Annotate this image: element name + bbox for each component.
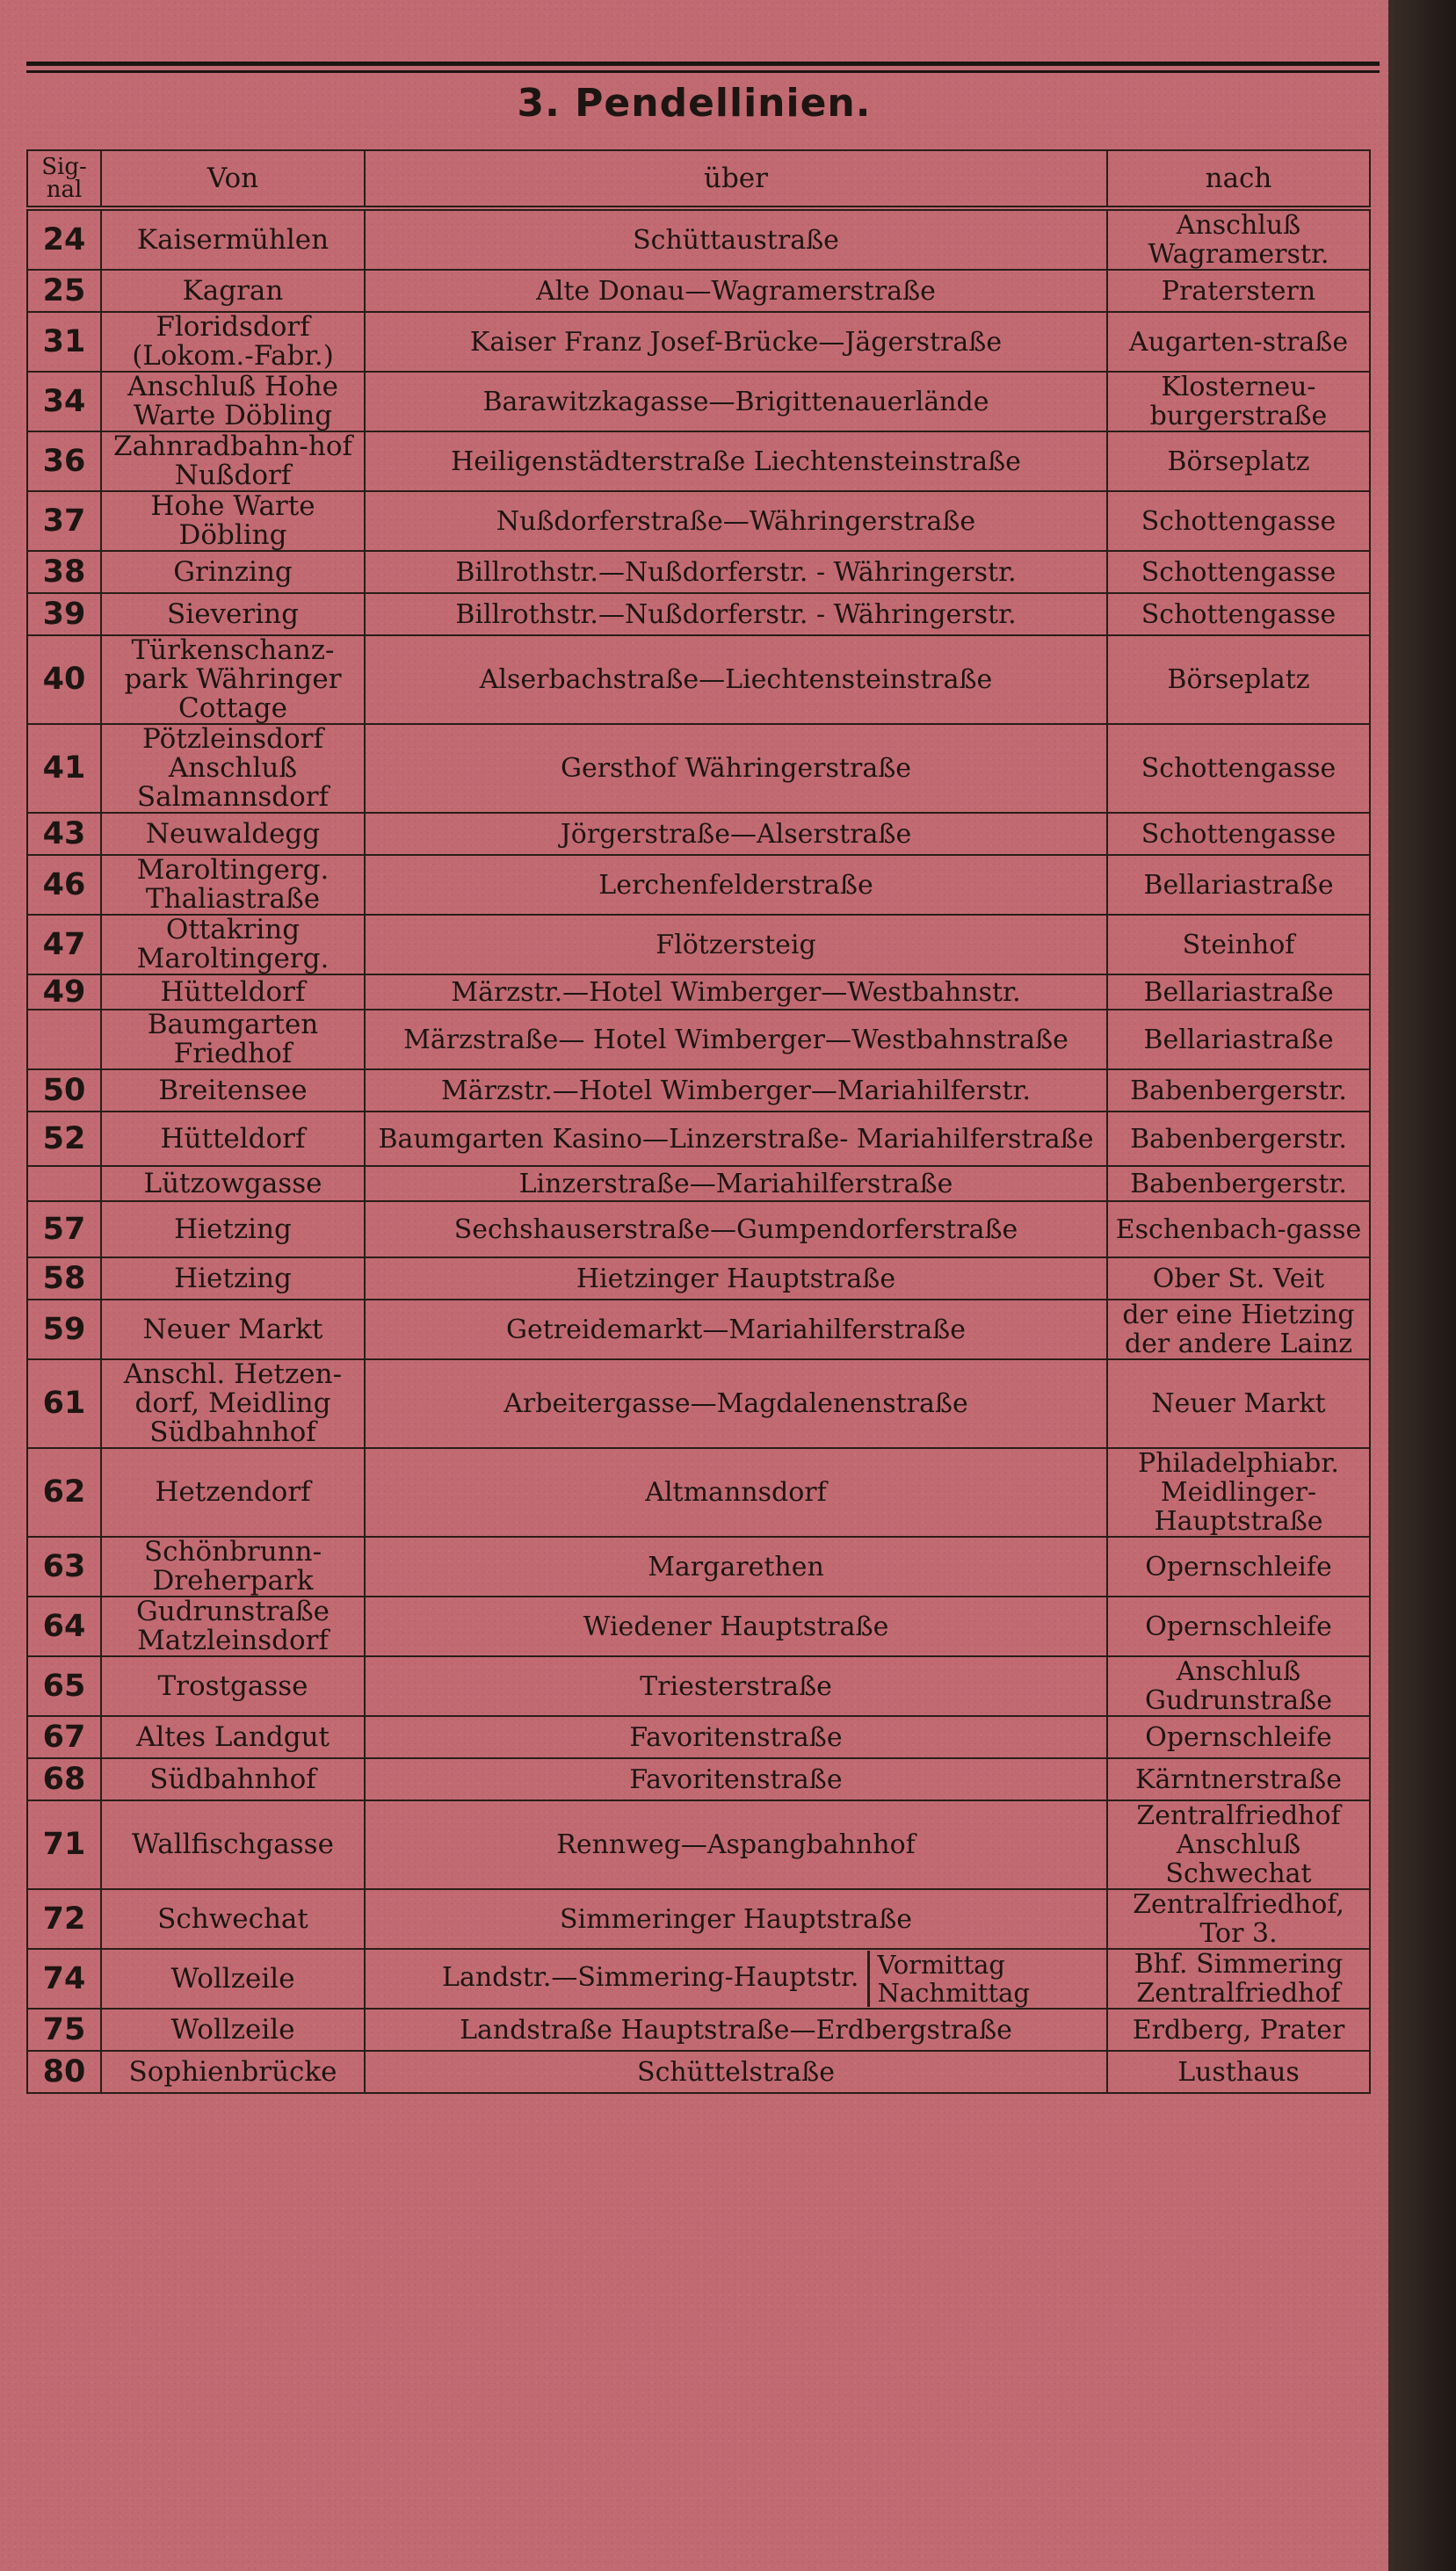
von-cell: Südbahnhof bbox=[101, 1758, 365, 1800]
signal-cell: 39 bbox=[27, 593, 101, 635]
ueber-cell: Alserbachstraße—Liechtensteinstraße bbox=[365, 635, 1107, 724]
ueber-cell: Märzstr.—Hotel Wimberger—Mariahilferstr. bbox=[365, 1069, 1107, 1112]
ueber-cell: Altmannsdorf bbox=[365, 1448, 1107, 1537]
ueber-cell: Jörgerstraße—Alserstraße bbox=[365, 813, 1107, 855]
ueber-cell: Nußdorferstraße—Währingerstraße bbox=[365, 491, 1107, 551]
top-rule bbox=[26, 62, 1380, 66]
signal-cell: 37 bbox=[27, 491, 101, 551]
table-row bbox=[27, 1656, 1370, 1716]
nach-cell: Anschluß Gudrunstraße bbox=[1107, 1656, 1370, 1716]
table-row bbox=[27, 2009, 1370, 2051]
table-row bbox=[27, 1069, 1370, 1112]
nach-cell: Erdberg, Prater bbox=[1107, 2009, 1370, 2051]
von-cell: Wollzeile bbox=[101, 1949, 365, 2009]
ueber-cell: Kaiser Franz Josef-Brücke—Jägerstraße bbox=[365, 312, 1107, 372]
table-row bbox=[27, 1010, 1370, 1069]
nach-cell: Schottengasse bbox=[1107, 551, 1370, 593]
table-row bbox=[27, 1112, 1370, 1166]
von-cell: Hütteldorf bbox=[101, 1112, 365, 1166]
nach-cell: Philadelphiabr. Meidlinger-Hauptstraße bbox=[1107, 1448, 1370, 1537]
ueber-cell: Schüttelstraße bbox=[365, 2051, 1107, 2093]
von-cell: Anschluß Hohe Warte Döbling bbox=[101, 372, 365, 431]
header-signal bbox=[27, 150, 101, 208]
nach-cell: Neuer Markt bbox=[1107, 1359, 1370, 1448]
von-cell: Anschl. Hetzen-dorf, Meidling Südbahnhof bbox=[101, 1359, 365, 1448]
nach-cell: Bellariastraße bbox=[1107, 1010, 1370, 1069]
nach-cell: Bellariastraße bbox=[1107, 974, 1370, 1010]
von-cell: Kagran bbox=[101, 270, 365, 312]
header-nach: nach bbox=[1107, 150, 1370, 208]
nach-cell: Börseplatz bbox=[1107, 431, 1370, 491]
signal-cell: 64 bbox=[27, 1597, 101, 1656]
ueber-cell: Billrothstr.—Nußdorferstr. - Währingerstr. bbox=[365, 551, 1107, 593]
signal-cell: 63 bbox=[27, 1537, 101, 1597]
nach-cell: Schottengasse bbox=[1107, 724, 1370, 813]
nach-cell: Zentralfriedhof Anschluß Schwechat bbox=[1107, 1800, 1370, 1889]
signal-cell bbox=[27, 1166, 101, 1201]
ueber-cell: Schüttaustraße bbox=[365, 208, 1107, 270]
table-row bbox=[27, 551, 1370, 593]
ueber-cell: Favoritenstraße bbox=[365, 1758, 1107, 1800]
ueber-cell: Barawitzkagasse—Brigittenauerlände bbox=[365, 372, 1107, 431]
signal-cell: 59 bbox=[27, 1300, 101, 1359]
table-row bbox=[27, 974, 1370, 1010]
signal-cell: 24 bbox=[27, 208, 101, 270]
table-row bbox=[27, 813, 1370, 855]
signal-cell: 25 bbox=[27, 270, 101, 312]
signal-cell: 49 bbox=[27, 974, 101, 1010]
von-cell: Lützowgasse bbox=[101, 1166, 365, 1201]
ueber-cell: Triesterstraße bbox=[365, 1656, 1107, 1716]
signal-cell: 65 bbox=[27, 1656, 101, 1716]
page-title: 3. Pendellinien. bbox=[517, 81, 872, 126]
ueber-cell: Margarethen bbox=[365, 1537, 1107, 1597]
table-row bbox=[27, 1201, 1370, 1257]
nach-cell: Kärntnerstraße bbox=[1107, 1758, 1370, 1800]
table-row bbox=[27, 855, 1370, 915]
table-row bbox=[27, 1800, 1370, 1889]
header-signal-line1: Sig- bbox=[41, 154, 87, 180]
ueber-cell bbox=[365, 1949, 1107, 2009]
ueber-cell: Gersthof Währingerstraße bbox=[365, 724, 1107, 813]
von-cell: Sievering bbox=[101, 593, 365, 635]
signal-cell: 52 bbox=[27, 1112, 101, 1166]
von-cell: Wallfischgasse bbox=[101, 1800, 365, 1889]
scan-edge bbox=[1388, 0, 1456, 2571]
nach-cell: Schottengasse bbox=[1107, 593, 1370, 635]
table-row bbox=[27, 593, 1370, 635]
header-signal-line2: nal bbox=[46, 177, 83, 203]
von-cell: Pötzleinsdorf Anschluß Salmannsdorf bbox=[101, 724, 365, 813]
von-cell: Schwechat bbox=[101, 1889, 365, 1949]
ueber-cell: Wiedener Hauptstraße bbox=[365, 1597, 1107, 1656]
signal-cell: 61 bbox=[27, 1359, 101, 1448]
nach-cell: Eschenbach-gasse bbox=[1107, 1201, 1370, 1257]
ueber-cell: Lerchenfelderstraße bbox=[365, 855, 1107, 915]
table-row bbox=[27, 1359, 1370, 1448]
note-vormittag: Vormittag bbox=[877, 1950, 1005, 1980]
signal-cell: 41 bbox=[27, 724, 101, 813]
nach-cell: Lusthaus bbox=[1107, 2051, 1370, 2093]
ueber-cell: Rennweg—Aspangbahnhof bbox=[365, 1800, 1107, 1889]
ueber-cell: Arbeitergasse—Magdalenenstraße bbox=[365, 1359, 1107, 1448]
ueber-cell: Hietzinger Hauptstraße bbox=[365, 1257, 1107, 1300]
table-row bbox=[27, 1257, 1370, 1300]
nach-cell: Opernschleife bbox=[1107, 1537, 1370, 1597]
nach-cell: Steinhof bbox=[1107, 915, 1370, 974]
signal-cell: 72 bbox=[27, 1889, 101, 1949]
signal-cell: 46 bbox=[27, 855, 101, 915]
table-row bbox=[27, 372, 1370, 431]
signal-cell: 67 bbox=[27, 1716, 101, 1758]
nach-cell: Börseplatz bbox=[1107, 635, 1370, 724]
signal-cell: 34 bbox=[27, 372, 101, 431]
von-cell: Floridsdorf (Lokom.-Fabr.) bbox=[101, 312, 365, 372]
ueber-cell: Märzstr.—Hotel Wimberger—Westbahnstr. bbox=[365, 974, 1107, 1010]
signal-cell: 31 bbox=[27, 312, 101, 372]
nach-cell: Anschluß Wagramerstr. bbox=[1107, 208, 1370, 270]
signal-cell: 57 bbox=[27, 1201, 101, 1257]
table-row bbox=[27, 1537, 1370, 1597]
signal-cell: 58 bbox=[27, 1257, 101, 1300]
table-row bbox=[27, 1448, 1370, 1537]
von-cell: Türkenschanz-park Währinger Cottage bbox=[101, 635, 365, 724]
nach-cell: Opernschleife bbox=[1107, 1597, 1370, 1656]
signal-cell: 36 bbox=[27, 431, 101, 491]
von-cell: Maroltingerg. Thaliastraße bbox=[101, 855, 365, 915]
von-cell: Hetzendorf bbox=[101, 1448, 365, 1537]
ueber-cell: Märzstraße— Hotel Wimberger—Westbahnstraße bbox=[365, 1010, 1107, 1069]
signal-cell bbox=[27, 1010, 101, 1069]
nach-cell: Augarten-straße bbox=[1107, 312, 1370, 372]
von-cell: Schönbrunn-Dreherpark bbox=[101, 1537, 365, 1597]
nach-cell: Zentralfriedhof, Tor 3. bbox=[1107, 1889, 1370, 1949]
table-row bbox=[27, 1949, 1370, 2009]
table-row bbox=[27, 208, 1370, 270]
nach-cell: Bellariastraße bbox=[1107, 855, 1370, 915]
von-cell: Altes Landgut bbox=[101, 1716, 365, 1758]
von-cell: Hohe Warte Döbling bbox=[101, 491, 365, 551]
signal-cell: 40 bbox=[27, 635, 101, 724]
nach-cell: Babenbergerstr. bbox=[1107, 1069, 1370, 1112]
ueber-cell: Favoritenstraße bbox=[365, 1716, 1107, 1758]
route-table bbox=[26, 149, 1371, 2094]
header-von: Von bbox=[101, 150, 365, 208]
ueber-cell: Flötzersteig bbox=[365, 915, 1107, 974]
table-row bbox=[27, 1716, 1370, 1758]
note-nachmittag: Nachmittag bbox=[877, 1978, 1030, 2008]
table-row bbox=[27, 270, 1370, 312]
signal-cell: 71 bbox=[27, 1800, 101, 1889]
signal-cell: 68 bbox=[27, 1758, 101, 1800]
signal-cell: 62 bbox=[27, 1448, 101, 1537]
table-row bbox=[27, 491, 1370, 551]
table-row bbox=[27, 2051, 1370, 2093]
ueber-cell: Heiligenstädterstraße Liechtensteinstraße bbox=[365, 431, 1107, 491]
nach-cell: Klosterneu-burgerstraße bbox=[1107, 372, 1370, 431]
table-row bbox=[27, 915, 1370, 974]
von-cell: Gudrunstraße Matzleinsdorf bbox=[101, 1597, 365, 1656]
signal-cell: 75 bbox=[27, 2009, 101, 2051]
von-cell: Hietzing bbox=[101, 1257, 365, 1300]
ueber-text: Landstr.—Simmering-Hauptstr. bbox=[442, 1962, 859, 1993]
von-cell: Kaisermühlen bbox=[101, 208, 365, 270]
signal-cell: 47 bbox=[27, 915, 101, 974]
von-cell: Grinzing bbox=[101, 551, 365, 593]
nach-cell: Babenbergerstr. bbox=[1107, 1112, 1370, 1166]
ueber-cell: Alte Donau—Wagramerstraße bbox=[365, 270, 1107, 312]
nach-cell: Babenbergerstr. bbox=[1107, 1166, 1370, 1201]
nach-cell: der eine Hietzing der andere Lainz bbox=[1107, 1300, 1370, 1359]
header-ueber: über bbox=[365, 150, 1107, 208]
signal-cell: 43 bbox=[27, 813, 101, 855]
ueber-cell: Linzerstraße—Mariahilferstraße bbox=[365, 1166, 1107, 1201]
nach-cell: Schottengasse bbox=[1107, 813, 1370, 855]
von-cell: Trostgasse bbox=[101, 1656, 365, 1716]
nach-cell: Schottengasse bbox=[1107, 491, 1370, 551]
signal-cell: 74 bbox=[27, 1949, 101, 2009]
ueber-cell: Landstraße Hauptstraße—Erdbergstraße bbox=[365, 2009, 1107, 2051]
ueber-cell: Baumgarten Kasino—Linzerstraße- Mariahilferstraße bbox=[365, 1112, 1107, 1166]
signal-cell: 80 bbox=[27, 2051, 101, 2093]
von-cell: Breitensee bbox=[101, 1069, 365, 1112]
von-cell: Wollzeile bbox=[101, 2009, 365, 2051]
von-cell: Hütteldorf bbox=[101, 974, 365, 1010]
nach-cell: Ober St. Veit bbox=[1107, 1257, 1370, 1300]
table-row bbox=[27, 1300, 1370, 1359]
table-row bbox=[27, 635, 1370, 724]
von-cell: Ottakring Maroltingerg. bbox=[101, 915, 365, 974]
table-row bbox=[27, 312, 1370, 372]
signal-cell: 50 bbox=[27, 1069, 101, 1112]
nach-cell: Opernschleife bbox=[1107, 1716, 1370, 1758]
ueber-cell: Billrothstr.—Nußdorferstr. - Währingerstr. bbox=[365, 593, 1107, 635]
nach-cell: Bhf. Simmering Zentralfriedhof bbox=[1107, 1949, 1370, 2009]
table-row bbox=[27, 1889, 1370, 1949]
von-cell: Baumgarten Friedhof bbox=[101, 1010, 365, 1069]
table-row bbox=[27, 431, 1370, 491]
ueber-cell: Simmeringer Hauptstraße bbox=[365, 1889, 1107, 1949]
table-header bbox=[27, 150, 1370, 208]
von-cell: Hietzing bbox=[101, 1201, 365, 1257]
top-rule-thin bbox=[26, 70, 1380, 73]
table-row bbox=[27, 1758, 1370, 1800]
table-row bbox=[27, 724, 1370, 813]
ueber-cell: Getreidemarkt—Mariahilferstraße bbox=[365, 1300, 1107, 1359]
von-cell: Neuwaldegg bbox=[101, 813, 365, 855]
table-row bbox=[27, 1166, 1370, 1201]
von-cell: Zahnradbahn-hof Nußdorf bbox=[101, 431, 365, 491]
von-cell: Sophienbrücke bbox=[101, 2051, 365, 2093]
nach-cell: Praterstern bbox=[1107, 270, 1370, 312]
table-row bbox=[27, 1597, 1370, 1656]
signal-cell: 38 bbox=[27, 551, 101, 593]
ueber-time-note bbox=[867, 1951, 1030, 2007]
ueber-cell: Sechshauserstraße—Gumpendorferstraße bbox=[365, 1201, 1107, 1257]
von-cell: Neuer Markt bbox=[101, 1300, 365, 1359]
